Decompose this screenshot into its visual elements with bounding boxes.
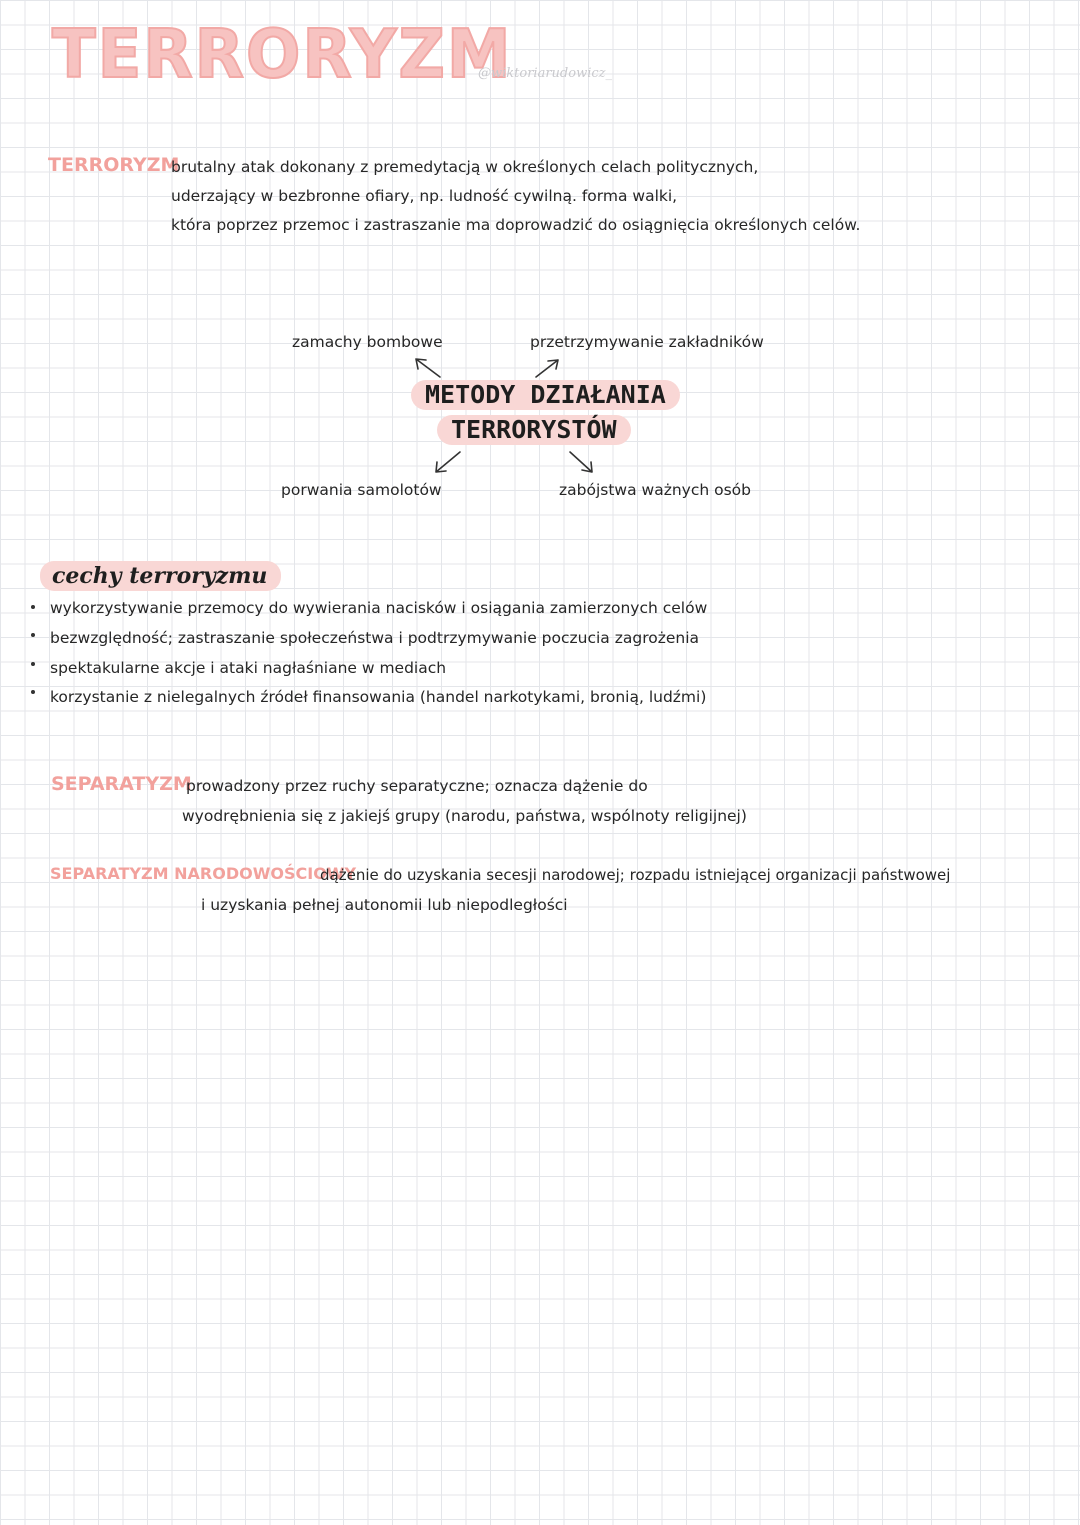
arrow-up-left-icon bbox=[410, 355, 450, 381]
method-hostages: przetrzymywanie zakładników bbox=[530, 333, 764, 351]
definition-line: uderzający w bezbronne ofiary, np. ludność cywilną. forma walki, bbox=[171, 187, 678, 205]
feature-item: wykorzystywanie przemocy do wywierania nacisków i osiągania zamierzonych celów bbox=[50, 599, 708, 617]
bullet-icon bbox=[31, 633, 35, 637]
national-separatism-term: SEPARATYZM NARODOWOŚCIOWY bbox=[50, 864, 357, 883]
national-separatism-line: i uzyskania pełnej autonomii lub niepodległości bbox=[201, 896, 568, 914]
separatism-line: prowadzony przez ruchy separatyczne; oznacza dążenie do bbox=[186, 777, 648, 795]
page-title: TERRORYZM bbox=[52, 16, 513, 94]
method-bombings: zamachy bombowe bbox=[292, 333, 443, 351]
definition-line: która poprzez przemoc i zastraszanie ma doprowadzić do osiągnięcia określonych celów. bbox=[171, 216, 861, 234]
arrow-up-right-icon bbox=[530, 355, 566, 381]
feature-item: spektakularne akcje i ataki nagłaśniane w mediach bbox=[50, 659, 447, 677]
arrow-down-right-icon bbox=[566, 448, 602, 478]
bullet-icon bbox=[31, 662, 35, 666]
separatism-term: SEPARATYZM bbox=[51, 773, 192, 795]
method-assassinations: zabójstwa ważnych osób bbox=[559, 481, 751, 499]
national-separatism-line: dążenie do uzyskania secesji narodowej; rozpadu istniejącej organizacji państwowej bbox=[320, 866, 951, 884]
method-hijackings: porwania samolotów bbox=[281, 481, 442, 499]
features-heading: cechy terroryzmu bbox=[40, 561, 281, 591]
separatism-line: wyodrębnienia się z jakiejś grupy (narodu, państwa, wspólnoty religijnej) bbox=[182, 807, 747, 825]
feature-item: bezwzględność; zastraszanie społeczeństwa i podtrzymywanie poczucia zagrożenia bbox=[50, 629, 700, 647]
feature-item: korzystanie z nielegalnych źródeł finansowania (handel narkotykami, bronią, ludźmi) bbox=[50, 688, 707, 706]
bullet-icon bbox=[31, 690, 35, 694]
author-watermark: @wiktoriarudowicz_ bbox=[478, 66, 612, 81]
mindmap-center-line1: METODY DZIAŁANIA bbox=[411, 380, 680, 410]
mindmap-center-line2: TERRORYSTÓW bbox=[437, 415, 631, 445]
definition-term: TERRORYZM bbox=[48, 154, 180, 176]
arrow-down-left-icon bbox=[428, 448, 468, 478]
bullet-icon bbox=[31, 605, 35, 609]
definition-line: brutalny atak dokonany z premedytacją w określonych celach politycznych, bbox=[171, 158, 759, 176]
